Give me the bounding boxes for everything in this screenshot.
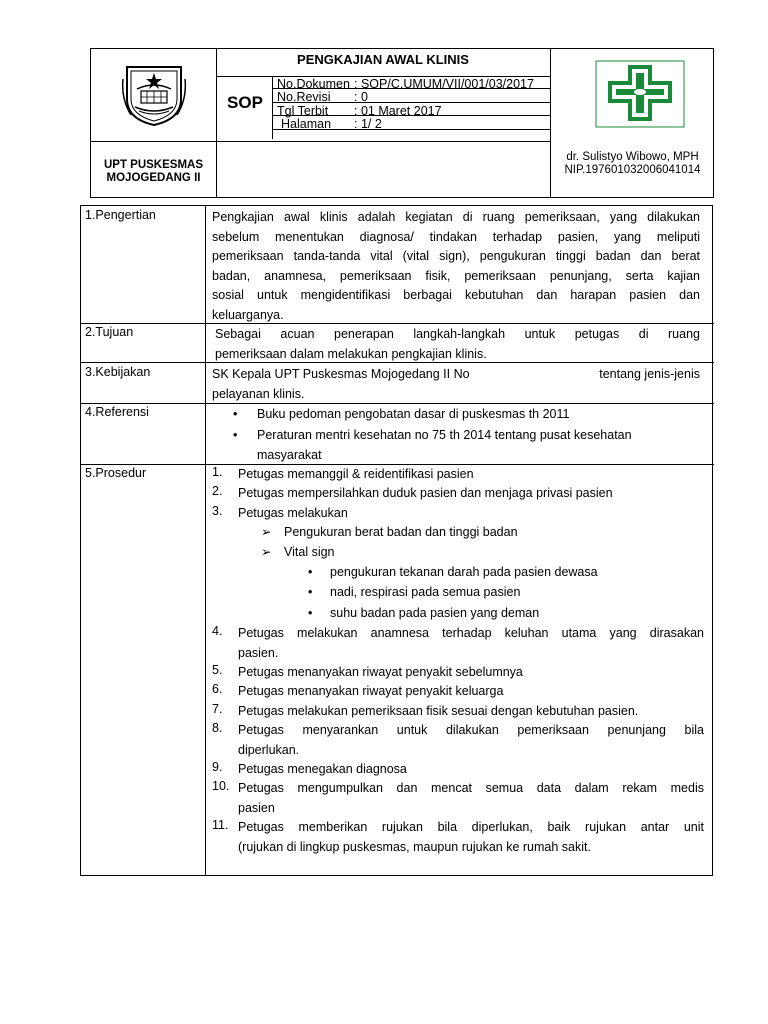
no-dokumen-row: No.Dokumen : SOP/C.UMUM/VII/001/03/2017 — [277, 77, 534, 91]
vital-sign-1: pengukuran tekanan darah pada pasien dewasa — [330, 565, 598, 579]
signer-nip: NIP.197601032006041014 — [564, 164, 701, 176]
step-10: Petugas mengumpulkan dan mencat semua data dalam rekam medis pasien — [238, 781, 704, 815]
section-text-tujuan: Sebagai acuan penerapan langkah-langkah untuk petugas di ruang pemeriksaan dalam melakukan pengkajian klinis. — [215, 327, 700, 361]
bullet-icon: • — [308, 565, 313, 579]
section-label-prosedur: 5.Prosedur — [85, 466, 147, 480]
step-9: Petugas menegakan diagnosa — [238, 762, 407, 776]
bullet-icon: • — [308, 585, 313, 599]
step-7: Petugas melakukan pemeriksaan fisik sesuai dengan kebutuhan pasien. — [238, 704, 639, 718]
step-2: Petugas mempersilahkan duduk pasien dan menjaga privasi pasien — [238, 486, 613, 500]
step-5: Petugas menanyakan riwayat penyakit sebelumnya — [238, 665, 523, 679]
halaman-row: Halaman : 1/ 2 — [281, 117, 382, 131]
sop-content-table: 1.Pengertian Pengkajian awal klinis adalah kegiatan di ruang pemeriksaan, yang dilakukan sebelum menentukan diagnosa/ tindakan terhadap pasien, yang meliputi pemeriksaan tanda-tanda vital (vital sign), pengukuran tinggi badan dan berat badan, anamnesa, pemeriksaan fisik, pemeriksaan penunjang, serta kajian sosial untuk mengidentifikasi berbagai kebutuhan dan harapan pasien dan keluarganya. 2.Tujuan Sebagai acuan penerapan langkah-langkah untuk petugas di ruang pemeriksaan dalam melakukan pengkajian klinis. 3.Kebijakan SK Kepala UPT Puskesmas Mojogedang II No tentang jenis-jenis pelayanan klinis. 4.Referensi • Buku pedoman pengobatan dasar di puskesmas th 2011 • Peraturan mentri kesehatan no 75 th 2014 tentang pusat kesehatan masyarakat 5.Prosedur 1. Petugas memanggil & reidentifikasi pasien 2. Petugas mempersilahkan duduk pasien dan menjaga privasi pasien 3. Petugas melakukan ➢ Pengukuran berat badan dan tinggi badan ➢ Vital sign • pengukuran tekanan darah pada pasien dewasa • nadi, respirasi pada semua pasien • suhu badan pada pasien yang deman 4. Petugas melakukan anamnesa terhadap keluhan utama yang dirasakan pasien. 5. Petugas menanyakan riwayat penyakit sebelumnya 6. Petugas menanyakan riwayat penyakit keluarga 7. Petugas melakukan pemeriksaan fisik sesuai dengan kebutuhan pasien. 8. Petugas menyarankan untuk dilakukan pemeriksaan penunjang bila diperlukan. 9. Petugas menegakan diagnosa 10. Petugas mengumpulkan dan mencat semua data dalam rekam medis pasien 11. Petugas memberikan rujukan bila diperlukan, baik rujukan antar unit (rujukan di lingkup puskesmas, maupun rujukan ke rumah sakit. — [80, 205, 713, 876]
signer-name: dr. Sulistyo Wibowo, MPH — [566, 151, 699, 163]
section-text-pengertian: Pengkajian awal klinis adalah kegiatan di ruang pemeriksaan, yang dilakukan sebelum menentukan diagnosa/ tindakan terhadap pasien, yang meliputi pemeriksaan tanda-tanda vital (vital sign), pengukuran tinggi badan dan berat badan, anamnesa, pemeriksaan fisik, pemeriksaan penunjang, serta kajian sosial untuk mengidentifikasi berbagai kebutuhan dan harapan pasien dan keluarganya. — [212, 210, 700, 322]
arrow-bullet-icon: ➢ — [261, 525, 272, 539]
referensi-item-2: Peraturan mentri kesehatan no 75 th 2014 tentang pusat kesehatan masyarakat — [257, 428, 632, 462]
signer-block — [550, 151, 715, 177]
step-6: Petugas menanyakan riwayat penyakit keluarga — [238, 684, 504, 698]
section-label-tujuan: 2.Tujuan — [85, 325, 134, 339]
no-revisi-row: No.Revisi : 0 — [277, 90, 368, 104]
arrow-bullet-icon: ➢ — [261, 545, 272, 559]
sop-label: SOP — [227, 93, 263, 112]
bullet-icon: • — [233, 407, 238, 421]
step-1: Petugas memanggil & reidentifikasi pasien — [238, 467, 474, 481]
bullet-icon: • — [233, 428, 238, 442]
referensi-item-1: Buku pedoman pengobatan dasar di puskesmas th 2011 — [257, 407, 570, 421]
step-3-sub-1: Pengukuran berat badan dan tinggi badan — [284, 525, 518, 539]
step-3-sub-2: Vital sign — [284, 545, 335, 559]
step-3: Petugas melakukan — [238, 506, 348, 520]
sop-header — [90, 48, 714, 198]
section-label-referensi: 4.Referensi — [85, 405, 149, 419]
document-title: PENGKAJIAN AWAL KLINIS — [297, 52, 469, 67]
tgl-terbit-row: Tgl Terbit : 01 Maret 2017 — [277, 104, 442, 118]
green-cross-logo-icon — [594, 59, 686, 129]
section-label-pengertian: 1.Pengertian — [85, 208, 156, 222]
section-text-kebijakan: SK Kepala UPT Puskesmas Mojogedang II No tentang jenis-jenis pelayanan klinis. — [212, 367, 700, 401]
organization-name: UPT PUSKESMAS MOJOGEDANG II — [103, 159, 204, 184]
step-8: Petugas menyarankan untuk dilakukan pemeriksaan penunjang bila diperlukan. — [238, 723, 704, 757]
bullet-icon: • — [308, 606, 313, 620]
step-11: Petugas memberikan rujukan bila diperlukan, baik rujukan antar unit (rujukan di lingkup puskesmas, maupun rujukan ke rumah sakit. — [238, 820, 704, 854]
vital-sign-3: suhu badan pada pasien yang deman — [330, 606, 540, 620]
step-4: Petugas melakukan anamnesa terhadap keluhan utama yang dirasakan pasien. — [238, 626, 704, 660]
regency-emblem-icon — [119, 59, 189, 129]
section-label-kebijakan: 3.Kebijakan — [85, 365, 151, 379]
vital-sign-2: nadi, respirasi pada semua pasien — [330, 585, 521, 599]
